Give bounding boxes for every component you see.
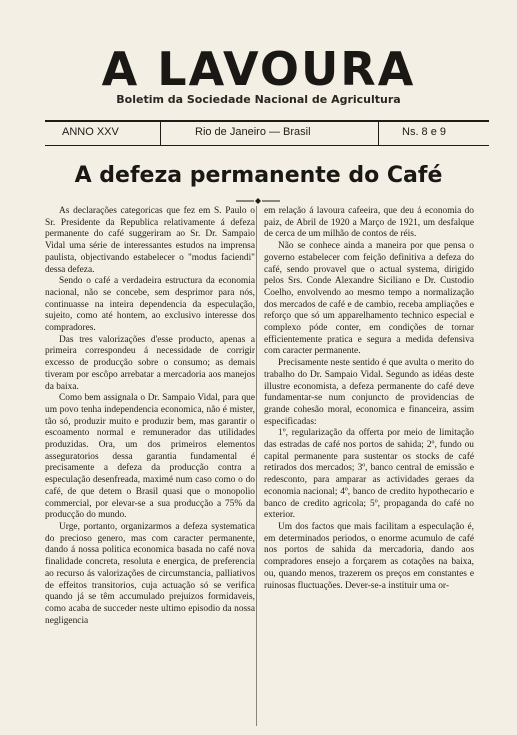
paragraph: As declarações categoricas que fez em S. Paulo o Sr. Presidente da Republica relativamente á defeza permanente do café suggeriram ao Sr. Dr. Sampaio Vidal uma série de interessantes estudos na imprensa paulista, objectivando estabelecer o "modus faciendi" dessa defeza. (45, 206, 255, 275)
masthead-subtitle: Boletim da Sociedade Nacional de Agricultura (116, 93, 401, 106)
article-column-2 (264, 206, 474, 592)
masthead-title: A LAVOURA (101, 42, 416, 96)
ornament-divider-icon (236, 197, 280, 205)
paragraph: Como bem assignala o Dr. Sampaio Vidal, para que um povo tenha independencia economica, não é mister, tão só, produzir muito e produzir bem, mas garantir o escoamento normal e remunerador das utilidades produzidas. Ora, um dos primeiros elementos asseguratorios dessa garantia fundamental é precisamente a defeza da producção contra a especulação desenfreada, maximé num caso como o do café, de que detem o Brasil quasi que o monopolio commercial, por elevar-se a sua producção a 75% da producção do mundo. (45, 393, 255, 521)
bottom-rule (45, 145, 489, 146)
issue-divider-right (378, 122, 379, 145)
issue-numbers: Ns. 8 e 9 (402, 126, 447, 138)
article-column-1 (45, 206, 255, 627)
issue-place: Rio de Janeiro — Brasil (195, 126, 311, 138)
paragraph: Um dos factos que mais facilitam a especulação é, em determinados periodos, o enorme acumulo de café nos portos de sahida da mercadoria, dando aos compradores ensejo a forçarem as cotações na baixa, ou, quando menos, trazerem os preços em constantes e ruinosas fluctuações. Dever-se-a instituir uma or- (264, 521, 474, 591)
paragraph: 1º, regularização da offerta por meio de limitação das estradas de café nos portos de sahida; 2º, fundo ou capital permanente para sustentar os stocks de café retirados dos mercados; 3º, banco central de emissão e redesconto, para amparar as actividades geraes da economia nacional; 4º, banco de credito hypothecario e banco de credito agricola; 5º, propaganda do café no exterior. (264, 428, 474, 521)
paragraph: Urge, portanto, organizarmos a defeza systematica do precioso genero, mas com caracter permanente, dando á nossa politica economica basada no café nova finalidade concreta, resoluta e energica, de preferencia ao recurso ás valorizações de circumstancia, palliativos de effeitos transitorios, cuja actuação só se verifica quando já se têm accumulado prejuizos formidaveis, como acaba de succeder neste ultimo episodio da nossa negligencia (45, 521, 255, 626)
paragraph: Precisamente neste sentido é que avulta o merito do trabalho do Dr. Sampaio Vidal. Segundo as idéas deste illustre economista, a defeza permanente do café deve fundamentar-se num conjuncto de providencias de grande cohesão moral, economica e financeira, assim especificadas: (264, 358, 474, 427)
paragraph: Não se conhece ainda a maneira por que pensa o governo estabelecer com feição definitiva a defeza do café, sendo provavel que o actual systema, dirigido pelos Srs. Conde Alexandre Siciliano e Dr. Custodio Coelho, envolvendo ao mesmo tempo a normalização dos mercados de café e de cambio, receba ampliações e reforço que só um apparelhamento technico especial e complexo póde conter, em condições de tornar efficientemente pratica e segura a medida defensiva com caracter permanente. (264, 241, 474, 357)
issue-divider-left (160, 122, 161, 145)
paragraph: Sendo o café a verdadeira estructura da economia nacional, não se concebe, sem desprimor para nós, continuasse na inteira dependencia da especulação, sujeito, como até hontem, ao exclusivo interesse dos compradores. (45, 276, 255, 334)
article-headline: A defeza permanente do Café (74, 163, 443, 188)
issue-volume: ANNO XXV (62, 126, 119, 138)
column-divider (256, 206, 257, 726)
paragraph: Das tres valorizações d'esse producto, apenas a primeira correspondeu á necessidade de corrigir excesso de producção sobre o consumo; as demais tiveram por escôpo arrebatar a mercadoria aos manejos da baixa. (45, 334, 255, 392)
paragraph: em relação á lavoura cafeeira, que deu á economia do paiz, de Abril de 1920 a Março de 1921, um desfalque de cerca de um milhão de contos de réis. (264, 206, 474, 240)
top-rule (45, 120, 489, 122)
